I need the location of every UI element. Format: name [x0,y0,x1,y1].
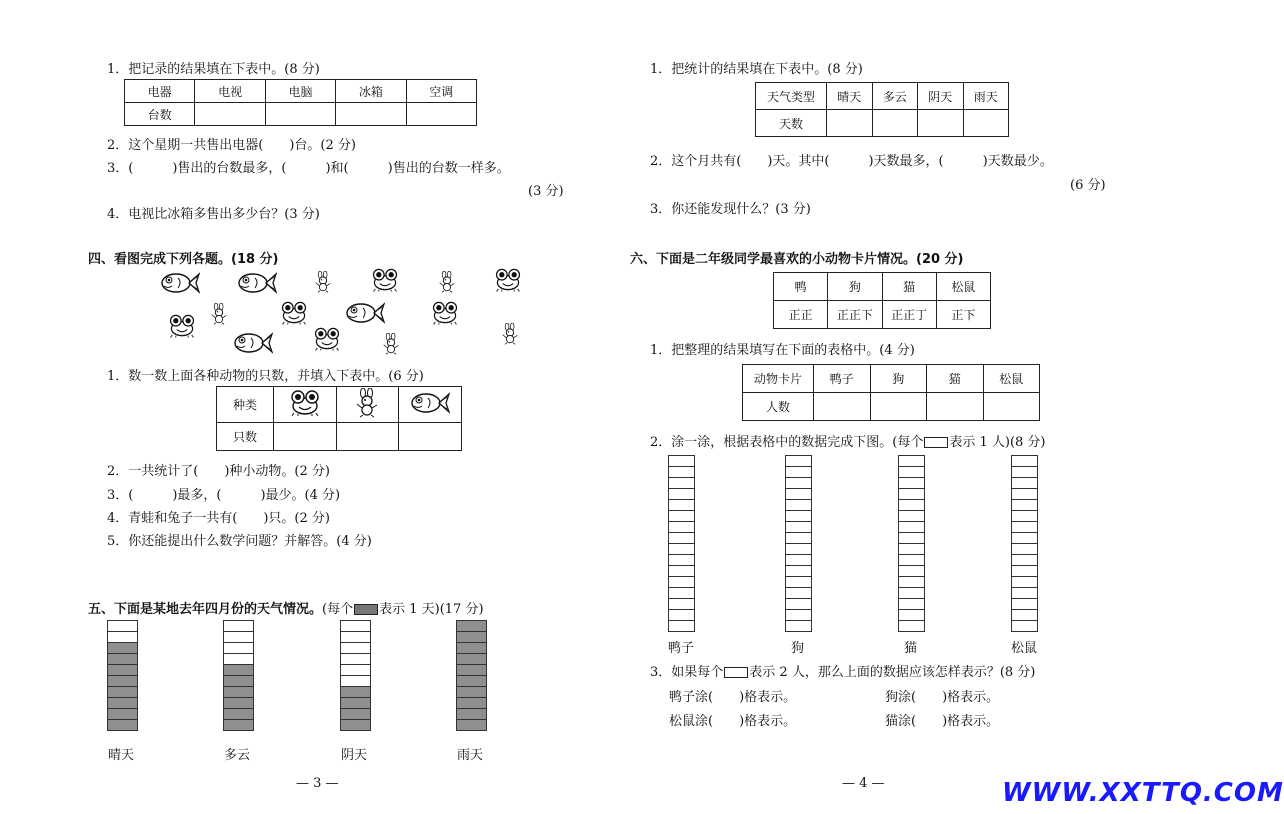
weather-answer-cell[interactable] [827,110,873,137]
tally-mark: 正正下 [828,301,882,329]
weather-bar-cell [108,632,137,643]
section-5-title-text: 五、下面是某地去年四月份的天气情况。 [88,602,323,617]
sec6-q3-text: 3．如果每个 [650,665,724,680]
tally-mark: 正正丁 [882,301,936,329]
card-table-header: 松鼠 [983,365,1040,393]
animal-bar-cell[interactable] [899,621,924,632]
section-4-title: 四、看图完成下列各题。(18 分) [88,252,279,267]
weather-bar-cell [224,687,253,698]
animal-bar-cell[interactable] [899,555,924,566]
animal-bar-cell[interactable] [899,522,924,533]
animal-bar-cell[interactable] [1012,588,1037,599]
weather-days-table [755,82,1009,137]
weather-table-header: 多云 [872,83,918,110]
animal-bar-cell[interactable] [899,577,924,588]
weather-bar-cell [341,621,370,632]
animal-bar-cell[interactable] [786,599,811,610]
sec6-q2-text: 2．涂一涂，根据表格中的数据完成下图。(每个 [650,435,924,450]
animal-bar-cell[interactable] [786,544,811,555]
weather-bar-cell [108,643,137,654]
weather-table-header: 晴天 [827,83,873,110]
weather-bar-cell [341,643,370,654]
animal-bar-cell[interactable] [899,599,924,610]
weather-bar-cell [457,665,486,676]
weather-bar-cell [341,698,370,709]
weather-bar [107,620,138,731]
tally-mark: 正下 [936,301,990,329]
animal-answer-cell[interactable] [336,423,399,451]
weather-table-header: 雨天 [963,83,1009,110]
animal-answer-cell[interactable] [399,423,462,451]
weather-bar-cell [341,654,370,665]
weather-bar-cell [108,687,137,698]
weather-bar-cell [457,676,486,687]
animal-bar-cell[interactable] [669,511,694,522]
card-count-table [742,364,1040,421]
weather-answer-cell[interactable] [872,110,918,137]
card-table-header: 猫 [927,365,984,393]
animal-bar[interactable] [785,455,812,632]
animal-bar-cell[interactable] [786,456,811,467]
left-q1: 1．把记录的结果填在下表中。(8 分) [107,62,320,77]
animal-bar-cell[interactable] [669,577,694,588]
card-answer-cell[interactable] [870,393,927,421]
animal-bar-cell[interactable] [786,478,811,489]
appliance-answer-cell[interactable] [195,103,265,126]
animal-bar-cell[interactable] [899,566,924,577]
weather-bar-cell [224,654,253,665]
fish-icon [237,270,277,296]
cat-answer-line: 猫涂( )格表示。 [885,714,1000,729]
right-q1: 1．把统计的结果填在下表中。(8 分) [650,62,863,77]
sec4-q4: 4．青蛙和兔子一共有( )只。(2 分) [107,511,330,526]
animal-bar-cell[interactable] [786,610,811,621]
animal-bar-cell[interactable] [786,533,811,544]
weather-answer-cell[interactable] [963,110,1009,137]
weather-table-header: 阴天 [918,83,964,110]
weather-bar-cell [457,621,486,632]
squirrel-answer-line: 松鼠涂( )格表示。 [669,714,797,729]
animal-bar-cell[interactable] [1012,544,1037,555]
animal-bar-cell[interactable] [1012,489,1037,500]
tally-mark: 正正 [774,301,828,329]
animal-bar-cell[interactable] [786,566,811,577]
sec6-q1: 1．把整理的结果填写在下面的表格中。(4 分) [650,343,915,358]
animal-table-header: 种类 [217,387,274,423]
fish-icon [410,390,450,416]
weather-bar-cell [341,687,370,698]
weather-bar-label: 多云 [224,748,251,763]
animal-bar-cell[interactable] [786,522,811,533]
weather-bar-cell [457,643,486,654]
animal-bar[interactable] [1011,455,1038,632]
animal-table-fish-cell [399,387,462,423]
weather-bar [340,620,371,731]
weather-bar-cell [457,698,486,709]
sec4-q3: 3．( )最多，( )最少。(4 分) [107,488,341,503]
frog-icon [370,267,400,293]
animal-bar-cell[interactable] [786,500,811,511]
rabbit-icon [208,300,230,328]
frog-icon [279,300,309,326]
animal-bar-cell[interactable] [786,588,811,599]
sec6-q3-suffix: 表示 2 人，那么上面的数据应该怎样表示？(8 分) [749,665,1036,680]
card-answer-cell[interactable] [983,393,1040,421]
animal-bar-cell[interactable] [786,577,811,588]
animal-bar-cell[interactable] [1012,533,1037,544]
animal-bar-cell[interactable] [669,599,694,610]
appliance-header: 电器 [125,80,195,103]
animal-bar-cell[interactable] [669,467,694,478]
rabbit-icon [312,268,334,296]
weather-bar [456,620,487,731]
weather-table-header: 天气类型 [756,83,827,110]
left-q4: 4．电视比冰箱多售出多少台？(3 分) [107,207,320,222]
appliance-answer-cell[interactable] [336,103,406,126]
weather-bar-cell [224,632,253,643]
section-6-title: 六、下面是二年级同学最喜欢的小动物卡片情况。(20 分) [630,252,964,267]
weather-bar-cell [457,687,486,698]
animal-bar-cell[interactable] [1012,500,1037,511]
tally-header: 鸭 [774,273,828,301]
animal-bar-cell[interactable] [899,500,924,511]
animal-bar-cell[interactable] [669,555,694,566]
animal-bar-cell[interactable] [899,467,924,478]
sec6-q2 [650,431,1046,450]
weather-bar-cell [224,621,253,632]
appliance-answer-cell[interactable] [265,103,335,126]
animal-bar-cell[interactable] [899,478,924,489]
animal-bar-cell[interactable] [669,533,694,544]
animal-bar[interactable] [898,455,925,632]
animal-bar-label: 狗 [791,641,805,656]
weather-bar-cell [108,709,137,720]
animal-answer-cell[interactable] [274,423,337,451]
tally-header: 猫 [882,273,936,301]
sec4-q2: 2．一共统计了( )种小动物。(2 分) [107,464,330,479]
right-q2: 2．这个月共有( )天。其中( )天数最多，( )天数最少。 [650,154,1053,169]
animal-bar-cell[interactable] [1012,456,1037,467]
animal-table-row-label: 只数 [217,423,274,451]
duck-answer-line: 鸭子涂( )格表示。 [669,690,797,705]
animal-bar-cell[interactable] [786,555,811,566]
weather-table-row-label: 天数 [756,110,827,137]
animal-bar-cell[interactable] [669,522,694,533]
rabbit-icon [499,320,521,348]
animal-bar[interactable] [668,455,695,632]
appliance-header: 电视 [195,80,265,103]
left-q3: 3．( )售出的台数最多，( )和( )售出的台数一样多。 [107,161,510,176]
weather-bar-label: 阴天 [341,748,368,763]
appliance-row-label: 台数 [125,103,195,126]
animal-bar-cell[interactable] [899,456,924,467]
card-table-header: 动物卡片 [743,365,814,393]
watermark: WWW.XXTTQ.COM [1002,778,1284,808]
weather-bar-cell [108,676,137,687]
weather-bar-cell [341,632,370,643]
sec4-q1: 1．数一数上面各种动物的只数，并填入下表中。(6 分) [107,369,424,384]
appliance-header: 电脑 [265,80,335,103]
right-q3: 3．你还能发现什么？(3 分) [650,202,811,217]
fish-icon [233,330,273,356]
frog-icon [312,326,342,352]
appliance-header: 空调 [406,80,476,103]
weather-bar-cell [457,654,486,665]
appliance-answer-cell[interactable] [406,103,476,126]
weather-answer-cell[interactable] [918,110,964,137]
animal-bar-cell[interactable] [1012,566,1037,577]
animal-bar-cell[interactable] [1012,577,1037,588]
animal-bar-cell[interactable] [786,621,811,632]
weather-bar-cell [457,720,486,731]
weather-bar-cell [341,665,370,676]
animal-bar-cell[interactable] [786,511,811,522]
animal-bar-cell[interactable] [669,544,694,555]
left-page-number: — 3 — [296,776,339,791]
animal-count-table [216,386,462,451]
empty-cell-key-icon [924,437,948,448]
fish-icon [160,270,200,296]
filled-cell-key-icon [354,604,378,615]
animal-bar-label: 松鼠 [1011,641,1038,656]
fish-icon [345,300,385,326]
animal-bar-cell[interactable] [1012,621,1037,632]
sec6-q3 [650,661,1035,680]
animal-bar-cell[interactable] [669,500,694,511]
weather-bar-cell [108,720,137,731]
weather-bar-cell [224,665,253,676]
animal-bar-cell[interactable] [899,610,924,621]
weather-bar-cell [108,665,137,676]
animal-bar-cell[interactable] [669,478,694,489]
weather-bar-cell [341,709,370,720]
section-5-title [88,598,484,617]
section-5-key-prefix: (每个 [322,602,354,617]
animal-bar-cell[interactable] [899,489,924,500]
card-table-row-label: 人数 [743,393,814,421]
animal-bar-cell[interactable] [899,544,924,555]
animal-bar-cell[interactable] [669,489,694,500]
frog-icon [167,313,197,339]
animal-bar-label: 鸭子 [668,641,695,656]
animal-bar-cell[interactable] [899,588,924,599]
card-answer-cell[interactable] [927,393,984,421]
animal-table-frog-cell [274,387,337,423]
card-table-header: 鸭子 [814,365,871,393]
frog-icon [288,389,322,417]
frog-icon [430,300,460,326]
animal-bar-cell[interactable] [669,456,694,467]
tally-table [773,272,991,329]
tally-header: 狗 [828,273,882,301]
empty-cell-key-icon [724,667,748,678]
animal-bar-cell[interactable] [669,610,694,621]
animal-bar-cell[interactable] [1012,610,1037,621]
animal-bar-cell[interactable] [1012,522,1037,533]
rabbit-icon [436,268,458,296]
left-q3-score: (3 分) [528,184,564,199]
animal-bar-cell[interactable] [899,533,924,544]
sec4-q5: 5．你还能提出什么数学问题？并解答。(4 分) [107,534,372,549]
appliance-table [124,79,477,126]
right-page-number: — 4 — [842,776,885,791]
card-table-header: 狗 [870,365,927,393]
dog-answer-line: 狗涂( )格表示。 [885,690,1000,705]
left-q2: 2．这个星期一共售出电器( )台。(2 分) [107,138,356,153]
rabbit-icon [352,388,382,418]
rabbit-icon [380,330,402,358]
weather-bar [223,620,254,731]
weather-bar-cell [108,654,137,665]
animal-bar-cell[interactable] [1012,599,1037,610]
weather-bar-cell [341,720,370,731]
weather-bar-cell [224,676,253,687]
right-q2-score: (6 分) [1070,178,1106,193]
weather-bar-cell [224,709,253,720]
appliance-header: 冰箱 [336,80,406,103]
weather-bar-cell [224,643,253,654]
weather-bar-label: 晴天 [108,748,135,763]
weather-bar-cell [108,621,137,632]
animal-bar-cell[interactable] [899,511,924,522]
animal-bar-cell[interactable] [1012,511,1037,522]
weather-bar-cell [457,709,486,720]
animal-table-rabbit-cell [336,387,399,423]
weather-bar-cell [457,632,486,643]
animal-bar-label: 猫 [904,641,918,656]
weather-bar-label: 雨天 [457,748,484,763]
animal-bar-cell[interactable] [669,588,694,599]
weather-bar-cell [224,698,253,709]
section-5-key-suffix: 表示 1 天)(17 分) [379,602,484,617]
weather-bar-cell [341,676,370,687]
frog-icon [493,267,523,293]
tally-header: 松鼠 [936,273,990,301]
animal-bar-cell[interactable] [1012,555,1037,566]
animal-bar-cell[interactable] [1012,467,1037,478]
animal-bar-cell[interactable] [669,621,694,632]
animal-bar-cell[interactable] [669,566,694,577]
animal-bar-cell[interactable] [1012,478,1037,489]
card-answer-cell[interactable] [814,393,871,421]
animal-bar-cell[interactable] [786,467,811,478]
animal-bar-cell[interactable] [786,489,811,500]
weather-bar-cell [108,698,137,709]
sec6-q2-key-suffix: 表示 1 人)(8 分) [949,435,1046,450]
weather-bar-cell [224,720,253,731]
